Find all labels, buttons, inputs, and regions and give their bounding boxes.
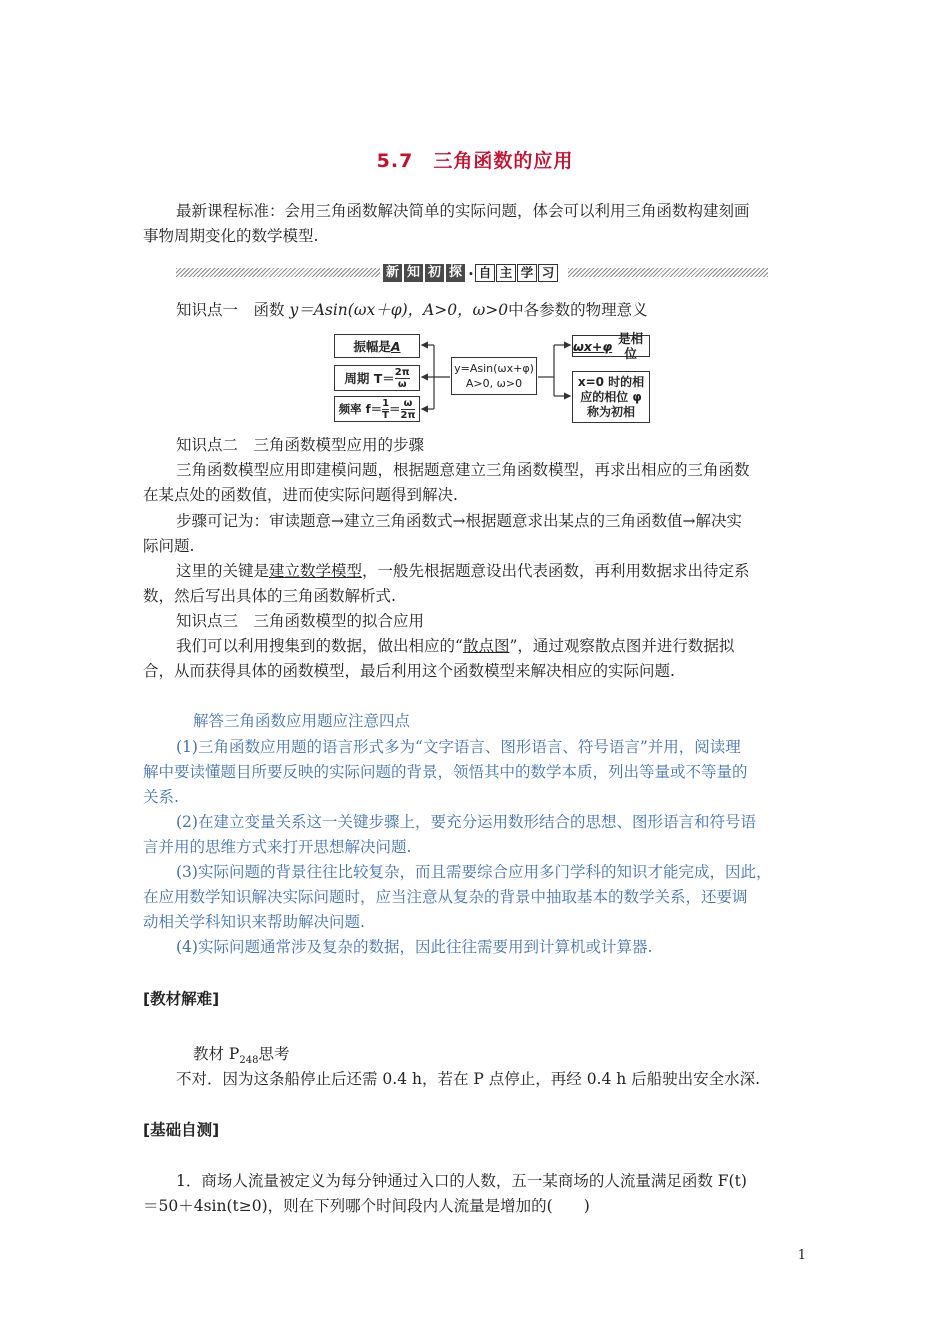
banner-char: 主 [496,264,516,282]
period-den: ω [397,378,407,390]
period-fraction [395,367,410,390]
textbook-ref-post: 思考 [258,1045,290,1063]
kp2-p1-line1: 三角函数模型应用即建模问题，根据题意建立三角函数模型，再求出相应的三角函数 [176,461,750,479]
banner-char: 学 [517,264,537,282]
frequency-box [334,396,420,422]
banner-char: 新 [383,264,402,282]
parameter-diagram [334,330,652,424]
notes-heading: 解答三角函数应用题应注意四点 [193,712,411,730]
period-num: 2π [394,366,410,378]
note-3-line3: 动相关学科知识来帮助解决问题. [143,913,365,931]
initial-phase-line-2: 应的相位 φ [580,389,642,404]
phase-box [572,331,650,361]
freq-den-2: 2π [400,409,416,421]
freq-num-1: 1 [382,397,390,409]
amplitude-box [334,334,420,358]
frequency-fraction-1 [382,398,389,421]
initial-phase-line-1: x=0 时的相 [577,374,645,389]
kp3-line2: 合，从而获得具体的函数模型，最后利用这个函数模型来解决相应的实际问题. [143,662,675,680]
kp3-post: ”，通过观察散点图并进行数据拟 [509,637,735,655]
banner-char: 初 [425,264,444,282]
kp2-heading: 知识点二 三角函数模型应用的步骤 [176,436,425,454]
initial-phase-line-3: 称为初相 [586,404,635,419]
kp2-p3-post: ，一般先根据题意设出代表函数，再利用数据求出待定系 [362,562,750,580]
note-3-line2: 在应用数学知识解决实际问题时，应当注意从复杂的背景中抽取基本的数学关系，还要调 [143,888,748,906]
note-4-line1: (4)实际问题通常涉及复杂的数据，因此往往需要用到计算机或计算器. [176,938,653,956]
banner-char: 自 [475,264,495,282]
banner-hatch-right [568,268,768,277]
function-line-2: A>0, ω>0 [465,377,523,390]
basic-test-heading: [基础自测] [143,1121,220,1139]
note-1-line2: 解中要读懂题目所要反映的实际问题的背景，领悟其中的数学本质，列出等量或不等量的 [143,763,748,781]
kp3-heading: 知识点三 三角函数模型的拟合应用 [176,612,425,630]
kp2-p1-line2: 在某点处的函数值，进而使实际问题得到解决. [143,486,458,504]
note-1-line1: (1)三角函数应用题的语言形式多为“文字语言、图形语言、符号语言”并用，阅读理 [176,738,741,756]
note-2-line2: 言并用的思维方式来打开思想解决问题. [143,838,412,856]
kp2-p3-pre: 这里的关键是 [176,562,270,580]
question-1-line2: ＝50＋4sin(t≥0)，则在下列哪个时间段内人流量是增加的( ) [143,1197,590,1215]
textbook-ref-pre: 教材 P [193,1045,240,1063]
amplitude-var: A [390,338,401,354]
banner-char: 习 [538,264,558,282]
knowledge-point-1 [176,298,848,323]
kp2-p2-line1: 步骤可记为：审读题意→建立三角函数式→根据题意求出某点的三角函数值→解决实 [176,512,742,530]
page-title: 5.7 三角函数的应用 [376,150,574,172]
page-number: 1 [797,1248,806,1263]
note-1-line3: 关系. [143,788,179,806]
banner-dot: · [468,263,474,283]
frequency-fraction-2 [401,398,416,421]
textbook-heading: [教材解难] [143,990,220,1008]
phase-label: 是相位 [618,331,644,361]
note-3-line1: (3)实际问题的背景往往比较复杂，而且需要综合应用多门学科的知识才能完成，因此， [176,863,772,881]
amplitude-label: 振幅是 [353,338,391,354]
question-1-line1: 1．商场人流量被定义为每分钟通过入口的人数，五一某商场的人流量满足函数 F(t) [176,1172,747,1190]
banner-labels [383,263,559,283]
freq-eq: ＝ [389,401,401,416]
textbook-ref-page: 248 [239,1055,259,1067]
banner-char: 知 [404,264,423,282]
note-2-line1: (2)在建立变量关系这一关键步骤上，要充分运用数形结合的思想、图形语言和符号语 [176,813,756,831]
period-box [334,365,420,391]
freq-num-2: ω [401,398,416,410]
kp1-prefix: 知识点一 函数 [176,301,290,319]
kp2-p3-underlined: 建立数学模型 [269,562,363,580]
initial-phase-box [572,371,650,423]
function-line-1: y=Asin(ωx+φ) [454,362,534,375]
phase-expr: ωx+φ [573,338,613,354]
banner-char: 探 [446,264,465,282]
section-banner [176,263,768,283]
standard-line-2: 事物周期变化的数学模型. [143,227,319,245]
freq-den-1: T [382,409,389,421]
kp1-formula: y＝Asin(ωx＋φ)，A>0，ω>0 [289,301,509,319]
kp3-underlined: 散点图 [462,637,510,655]
kp2-p3-line1 [176,559,848,584]
textbook-answer: 不对．因为这条船停止后还需 0.4 h，若在 P 点停止，再经 0.4 h 后船驶出安全水深. [176,1070,761,1088]
kp3-line1 [176,634,848,659]
kp2-p3-line2: 数，然后写出具体的三角函数解析式. [143,587,396,605]
kp1-suffix: 中各参数的物理意义 [508,301,648,319]
standard-line-1: 最新课程标准：会用三角函数解决简单的实际问题，体会可以利用三角函数构建刻画 [176,202,750,220]
frequency-label: 频率 f＝ [338,401,383,416]
banner-hatch-left [176,268,380,277]
kp3-pre: 我们可以利用搜集到的数据，做出相应的“ [176,637,463,655]
kp2-p2-line2: 际问题. [143,537,195,555]
period-label: 周期 T＝ [344,370,395,386]
function-box [451,357,537,395]
